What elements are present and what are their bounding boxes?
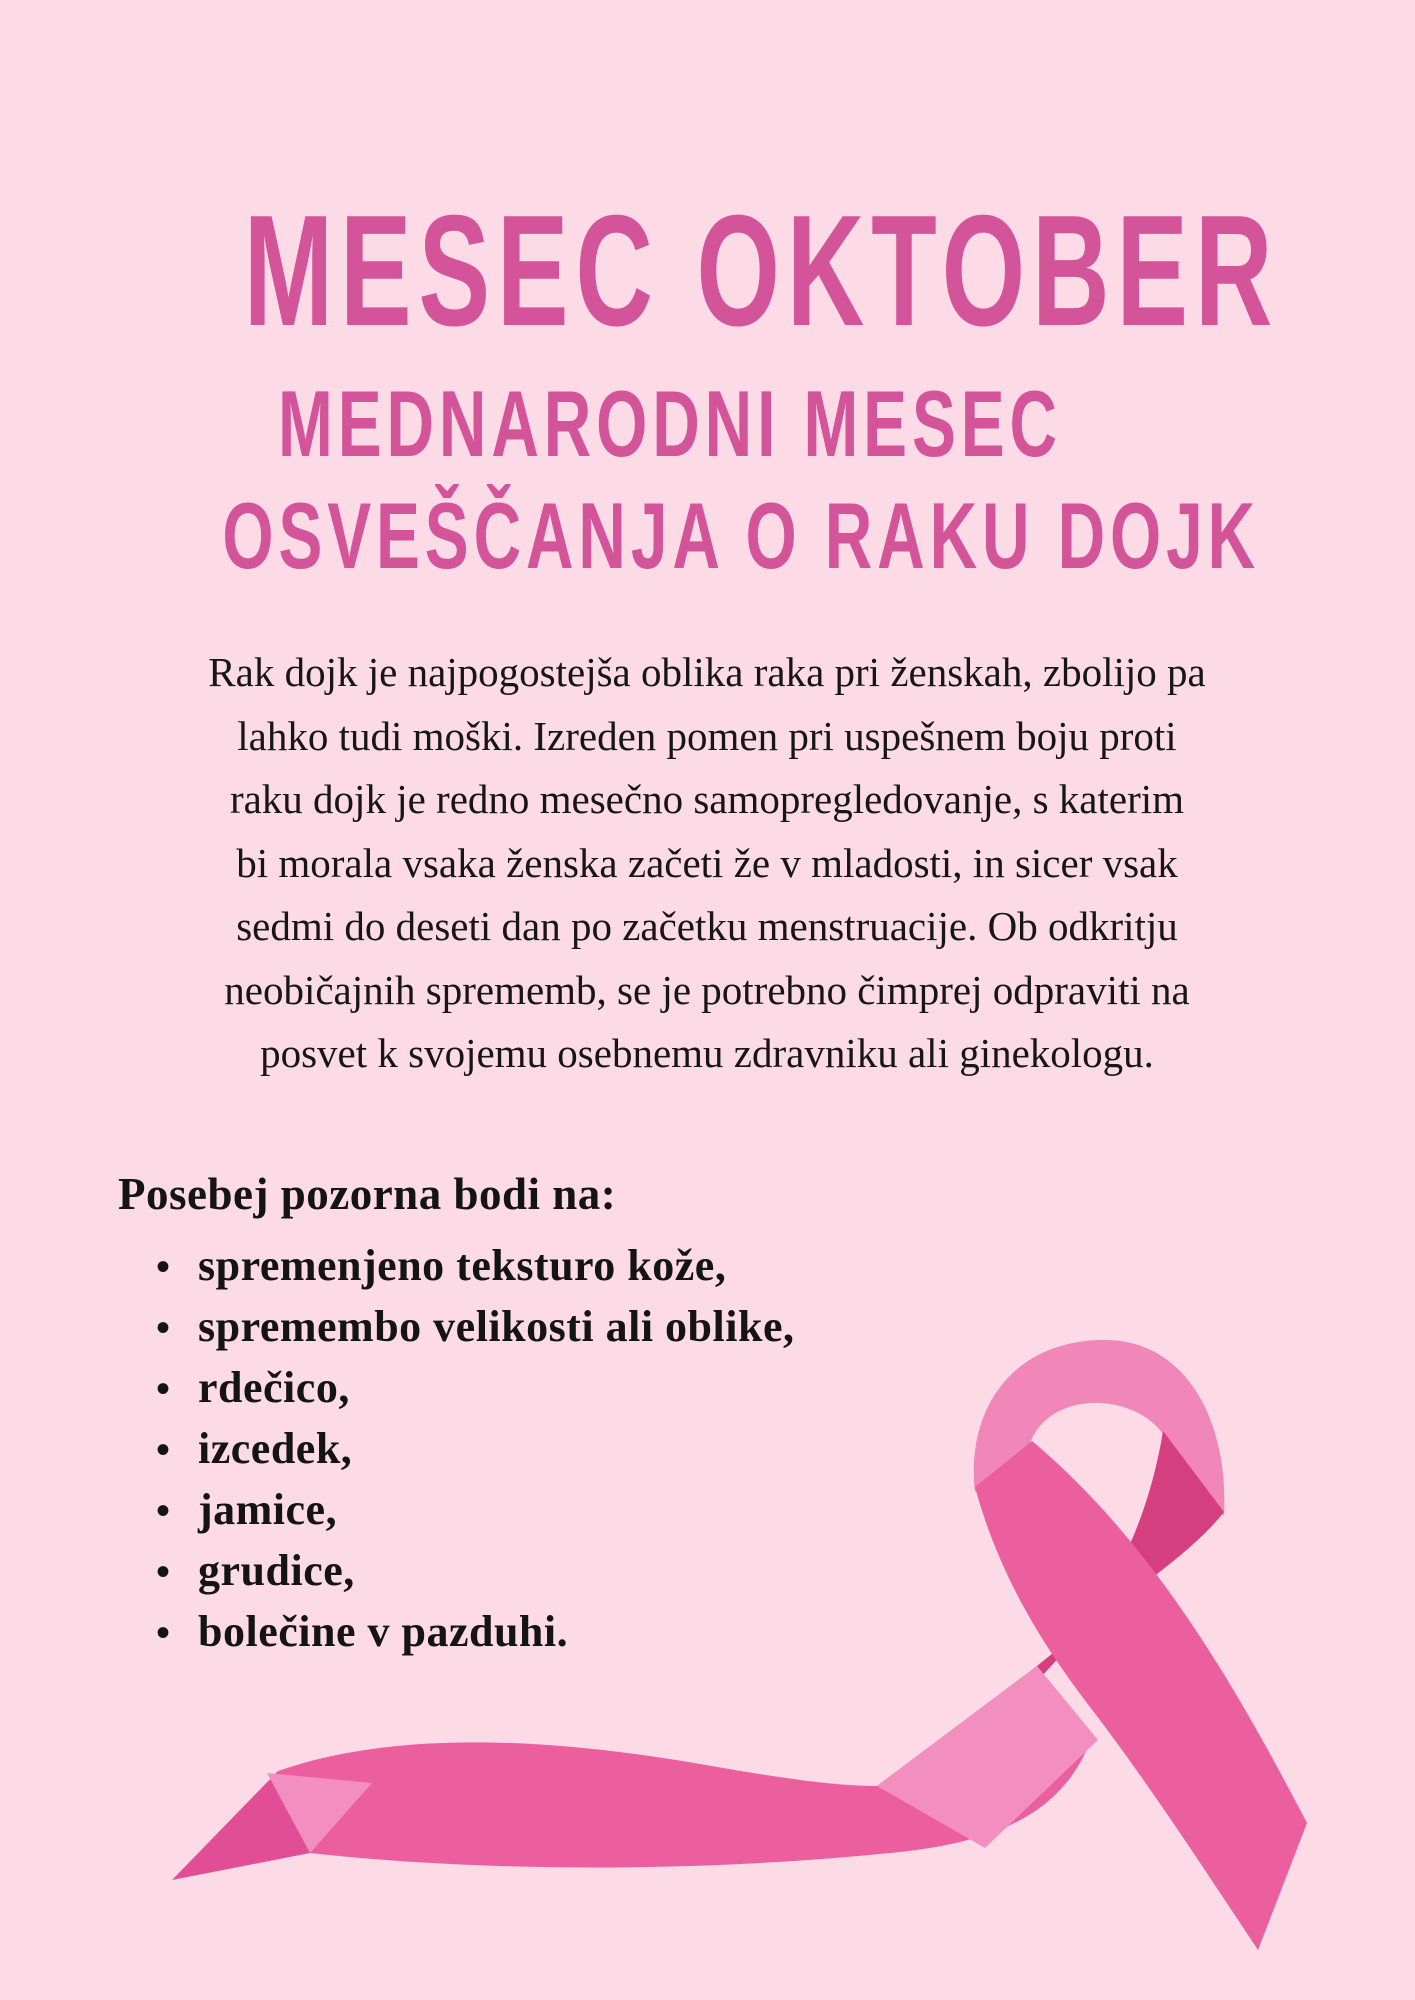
symptoms-heading: Posebej pozorna bodi na: — [118, 1169, 617, 1219]
bullet-icon: • — [156, 1427, 171, 1472]
bullet-icon: • — [156, 1610, 171, 1655]
list-item — [156, 1541, 794, 1602]
intro-line: lahko tudi moški. Izreden pomen pri uspešnem boju proti — [237, 712, 1177, 759]
list-item-text: bolečine v pazduhi. — [198, 1607, 569, 1656]
list-item — [156, 1419, 794, 1480]
symptoms-section — [118, 1166, 794, 1663]
intro-line: bi morala vsaka ženska začeti že v mladosti, in sicer vsak — [236, 839, 1178, 886]
list-item — [156, 1297, 794, 1358]
bullet-icon: • — [156, 1366, 171, 1411]
intro-line: raku dojk je redno mesečno samopregledovanje, s katerim — [229, 776, 1185, 822]
intro-line: sedmi do deseti dan po začetku menstruacije. Ob odkritju — [236, 903, 1178, 949]
bullet-icon: • — [156, 1488, 171, 1533]
list-item-text: spremenjeno teksturo kože, — [198, 1241, 727, 1290]
header — [0, 183, 1340, 592]
intro-line: neobičajnih sprememb, se je potrebno čimprej odpraviti na — [224, 966, 1190, 1013]
page-subtitle — [0, 368, 1340, 592]
intro-line: Rak dojk je najpogostejša oblika raka pri ženskah, zbolijo pa — [208, 649, 1206, 695]
symptoms-list — [118, 1236, 794, 1663]
list-item-text: grudice, — [198, 1546, 355, 1595]
intro-line: posvet k svojemu osebnemu zdravniku ali ginekologu. — [260, 1030, 1154, 1076]
page-title-text: MESEC OKTOBER — [243, 183, 1280, 359]
page-title — [0, 183, 1340, 359]
list-item — [156, 1358, 794, 1419]
list-item-text: jamice, — [198, 1485, 338, 1534]
bullet-icon: • — [156, 1549, 171, 1594]
list-item-text: spremembo velikosti ali oblike, — [198, 1302, 795, 1351]
list-item — [156, 1602, 794, 1663]
bullet-icon: • — [156, 1305, 171, 1350]
subtitle-line-1: MEDNARODNI MESEC — [278, 371, 1062, 476]
list-item-text: izcedek, — [198, 1424, 353, 1473]
list-item-text: rdečico, — [198, 1363, 350, 1412]
list-item — [156, 1236, 794, 1297]
intro-paragraph — [72, 641, 1342, 1086]
list-item — [156, 1480, 794, 1541]
bullet-icon: • — [156, 1244, 171, 1289]
subtitle-line-2: OSVEŠČANJA O RAKU DOJK — [222, 483, 1261, 588]
